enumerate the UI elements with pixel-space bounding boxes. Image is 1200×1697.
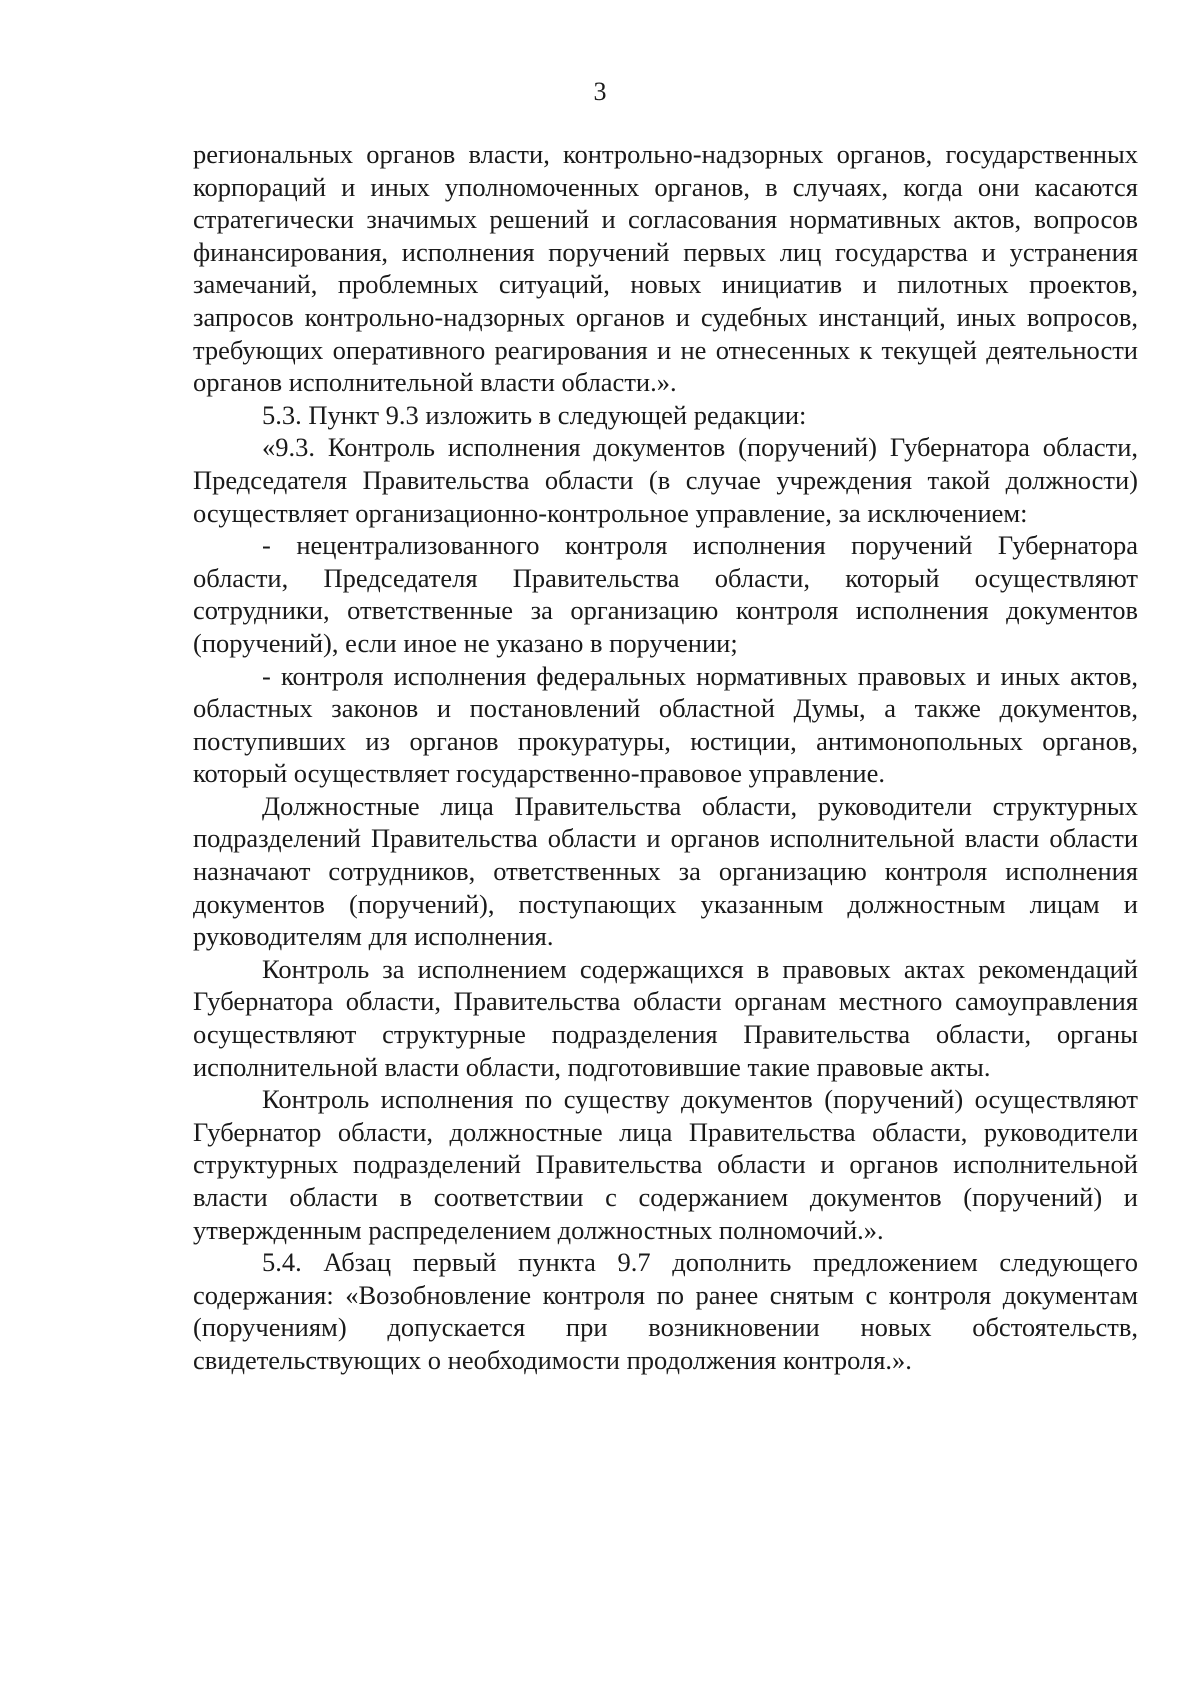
paragraph-exception-decentralized: - нецентрализованного контроля исполнения поручений Губернатора области, Председателя Правительства области, который осуществляют сотрудники, ответственные за организацию контроля исполнения документов (поручений), если иное не указано в поручении; — [193, 530, 1138, 658]
document-body — [193, 138, 1138, 1377]
paragraph-item-5-4: 5.4. Абзац первый пункта 9.7 дополнить предложением следующего содержания: «Возобновление контроля по ранее снятым с контроля документам (поручениям) допускается при возникновении новых обстоятельств, свидетельствующих о необходимости продолжения контроля.». — [193, 1247, 1138, 1375]
paragraph-control-substance: Контроль исполнения по существу документов (поручений) осуществляют Губернатор области, должностные лица Правительства области, руководители структурных подразделений Правительства области и органов исполнительной власти области в соответствии с содержанием документов (поручений) и утвержденным распределением должностных полномочий.». — [193, 1084, 1138, 1245]
page-number: 3 — [593, 77, 607, 106]
paragraph-officials-appoint: Должностные лица Правительства области, руководители структурных подразделений Правительства области и органов исполнительной власти области назначают сотрудников, ответственных за организацию контроля исполнения документов (поручений), поступающих указанным должностным лицам и руководителям для исполнения. — [193, 790, 1138, 952]
paragraph-item-9-3: «9.3. Контроль исполнения документов (поручений) Губернатора области, Председателя Правительства области (в случае учреждения такой должности) осуществляет организационно-контрольное управление, за исключением: — [193, 432, 1138, 528]
paragraph-control-recommendations: Контроль за исполнением содержащихся в правовых актах рекомендаций Губернатора области, Правительства области органам местного самоуправления осуществляют структурные подразделения Правительства области, органы исполнительной власти области, подготовившие такие правовые акты. — [193, 953, 1138, 1082]
paragraph-exception-federal-acts: - контроля исполнения федеральных нормативных правовых и иных актов, областных законов и постановлений областной Думы, а также документов, поступивших из органов прокуратуры, юстиции, антимонопольных органов, который осуществляет государственно-правовое управление. — [193, 660, 1138, 789]
paragraph-continuation: региональных органов власти, контрольно-надзорных органов, государственных корпораций и иных уполномоченных органов, в случаях, когда они касаются стратегически значимых решений и согласования нормативных актов, вопросов финансирования, исполнения поручений первых лиц государства и устранения замечаний, проблемных ситуаций, новых инициатив и пилотных проектов, запросов контрольно-надзорных органов и судебных инстанций, иных вопросов, требующих оперативного реагирования и не отнесенных к текущей деятельности органов исполнительной власти области.». — [193, 139, 1138, 398]
paragraph-item-5-3: 5.3. Пункт 9.3 изложить в следующей редакции: — [262, 399, 807, 430]
